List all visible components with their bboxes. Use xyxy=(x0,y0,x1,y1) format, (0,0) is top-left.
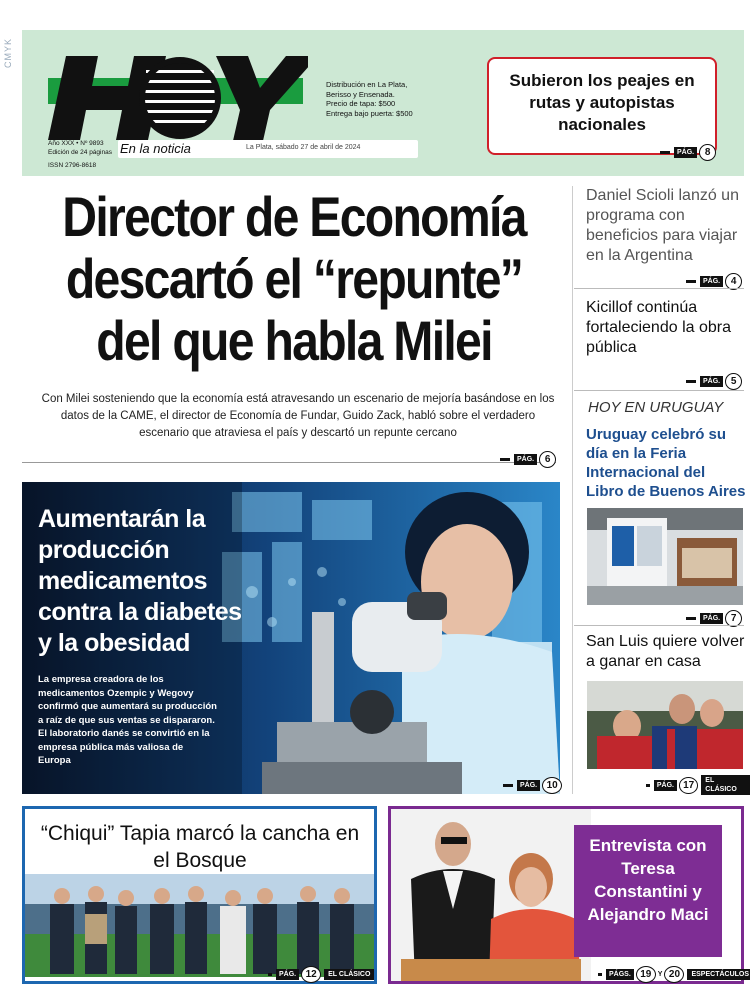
page-label: PÁG. xyxy=(674,147,697,158)
uruguay-headline[interactable]: Uruguay celebró su día en la Feria Internacional del Libro de Buenos Aires xyxy=(586,426,746,500)
section-label: EL CLÁSICO xyxy=(324,969,374,980)
divider xyxy=(22,462,556,463)
rugby-photo[interactable] xyxy=(587,681,743,769)
divider xyxy=(574,390,744,391)
teaser-headline[interactable]: Subieron los peajes en rutas y autopistas nacionales xyxy=(509,71,695,134)
page-ref xyxy=(598,966,750,982)
page-ref xyxy=(686,373,742,389)
page-number: 20 xyxy=(664,966,684,983)
book-fair-photo[interactable] xyxy=(587,508,743,605)
issue-line: Edición de 24 páginas xyxy=(48,148,112,156)
page-connector: Y xyxy=(657,970,663,978)
page-number: 17 xyxy=(679,777,698,794)
distribution-line: Berisso y Ensenada. xyxy=(326,89,395,99)
page-ref xyxy=(646,777,750,793)
page-ref xyxy=(503,777,562,793)
sanluis-headline[interactable]: San Luis quiere volver a ganar en casa xyxy=(586,633,745,670)
page-label: PÁG. xyxy=(276,969,299,980)
section-label: EL CLÁSICO xyxy=(701,775,750,795)
page-ref xyxy=(686,610,742,626)
uruguay-kicker: HOY EN URUGUAY xyxy=(588,399,724,416)
divider xyxy=(574,288,744,289)
distribution-line: Entrega bajo puerta: $500 xyxy=(326,108,413,118)
page-label: PÁG. xyxy=(654,780,677,791)
divider xyxy=(574,625,744,626)
page-number: 4 xyxy=(725,273,742,290)
issue-info xyxy=(48,140,112,171)
interview-headline[interactable]: Entrevista con Teresa Constantini y Alejandro Maci xyxy=(587,836,709,924)
photo-body: La empresa creadora de los medicamentos Ozempic y Wegovy confirmó que aumentará su producción a raíz de que sus ventas se dispararon. El laboratorio danés se convirtió en la empresa pública más valiosa de Europa xyxy=(38,674,217,766)
page-number: 19 xyxy=(636,966,656,983)
page-number: 6 xyxy=(539,451,556,468)
distribution-line: Distribución en La Plata, xyxy=(326,80,408,89)
page-label: PÁG. xyxy=(517,780,540,791)
kicillof-headline[interactable]: Kicillof continúa fortaleciendo la obra pública xyxy=(586,299,731,356)
page-label: PÁG. xyxy=(514,454,537,465)
scioli-headline[interactable]: Daniel Scioli lanzó un programa con beneficios para viajar en la Argentina xyxy=(586,187,739,264)
distribution-info xyxy=(326,80,413,118)
cmyk-mark: CMYK xyxy=(3,38,13,69)
page-number: 8 xyxy=(699,144,716,161)
page-ref xyxy=(660,144,716,160)
issue-line: Año XXX • Nº 9893 xyxy=(48,140,104,147)
main-headline[interactable]: Director de Economía descartó el “repunte” del que habla Milei xyxy=(62,185,526,372)
tagline: En la noticia xyxy=(118,140,418,158)
page-label: PÁG. xyxy=(700,376,723,387)
edition-date: La Plata, sábado 27 de abril de 2024 xyxy=(246,144,361,151)
page-label: PÁG. xyxy=(700,613,723,624)
page-label: PÁG. xyxy=(700,276,723,287)
page-number: 10 xyxy=(542,777,562,794)
section-label: ESPECTÁCULOS xyxy=(687,969,750,980)
interview-photo[interactable] xyxy=(391,809,591,981)
page-label: PÁGS. xyxy=(606,969,634,980)
issue-line: ISSN 2796-8618 xyxy=(48,162,97,169)
page-ref xyxy=(500,451,556,467)
distribution-line: Precio de tapa: $500 xyxy=(326,99,396,108)
column-divider xyxy=(572,186,573,794)
photo-headline[interactable]: Aumentarán la producción medicamentos contra la diabetes y la obesidad xyxy=(38,505,242,657)
page-number: 7 xyxy=(725,610,742,627)
stadium-photo[interactable] xyxy=(25,874,374,977)
page-ref xyxy=(268,966,374,982)
tapia-headline[interactable]: “Chiqui” Tapia marcó la cancha en el Bosque xyxy=(40,822,360,872)
page-ref xyxy=(686,273,742,289)
page-number: 5 xyxy=(725,373,742,390)
main-lede: Con Milei sosteniendo que la economía está atravesando un escenario de mejoría basándose en los datos de la CAME, el director de Economía de Fundar, Guido Zack, habló sobre el verdadero escenario que atraviesa el país y descartó un repunte cercano xyxy=(41,393,555,439)
page-number: 12 xyxy=(301,966,321,983)
